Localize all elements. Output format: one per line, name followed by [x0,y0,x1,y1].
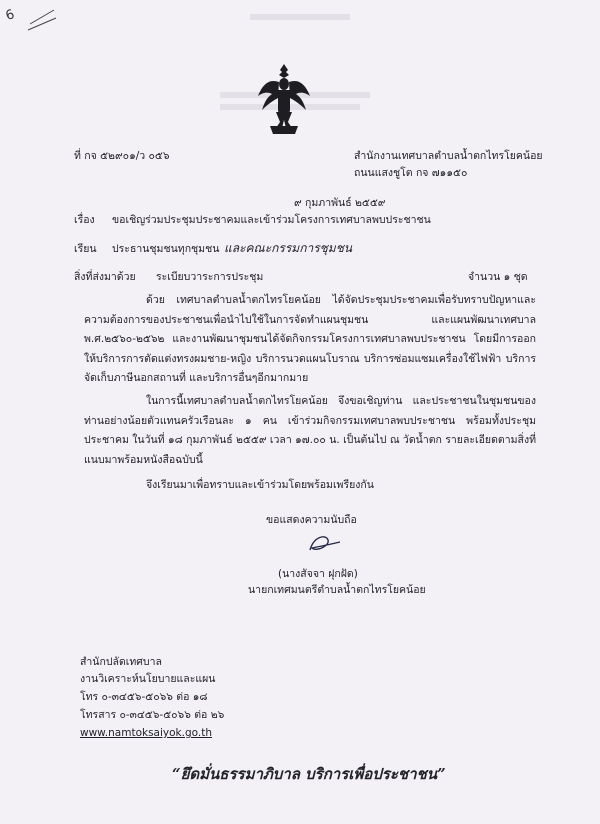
motto: “ยึดมั่นธรรมาภิบาล บริการเพื่อประชาชน” [172,765,446,783]
body-paragraph-1: ด้วย เทศบาลตำบลน้ำตกไทรโยคน้อย ได้จัดประชุมประชาคมเพื่อรับทราบปัญหาและความต้องการของประชาชนเพื่อนำไปใช้ในการจัดทำแผนชุมชน และแผนพัฒนาเทศบาล พ.ศ.๒๕๖๐-๒๕๖๒ และงานพัฒนาชุมชนได้จัดกิจกรรมโครงการเทศบาลพบประชาชน โดยมีการออกให้บริการการตัดแต่งทรงผมชาย-หญิง บริการนวดแผนโบราณ บริการซ่อมแซมเครื่องใช้ไฟฟ้า บริการจัดเก็บภาษีนอกสถานที่ และบริการอื่นๆอีกมากมาย [84,294,536,384]
garuda-emblem-icon [256,60,312,140]
footer-website-link[interactable]: www.namtoksaiyok.go.th [80,727,212,739]
signer-name: (นางสัจจา ฝุกฝัด) [278,568,358,580]
signer-position: นายกเทศมนตรีตำบลน้ำตกไทรโยคน้อย [248,584,426,596]
corner-mark: 6 [3,7,17,24]
bleed-through [250,14,350,20]
recipient-text: ประธานชุมชนทุกชุมชน [112,243,220,255]
body-paragraph-2: ในการนี้เทศบาลตำบลน้ำตกไทรโยคน้อย จึงขอเชิญท่าน และประชาชนในชุมชนของท่านอย่างน้อยตัวแทนครัวเรือนละ ๑ คน เข้าร่วมกิจกรรมเทศบาลพบประชาชน พร้อมทั้งประชุมประชาคม ในวันที่ ๑๘ กุมภาพันธ์ ๒๕๕๙ เวลา ๑๗.๐๐ น. เป็นต้นไป ณ วัดน้ำตก รายละเอียดตามสิ่งที่แนบมาพร้อมหนังสือฉบับนี้ [84,395,536,466]
signature-icon [304,530,344,558]
office-address: ถนนแสงชูโต กจ ๗๑๑๕๐ [354,167,468,179]
recipient-label: เรียน [74,243,97,255]
footer-telephone: โทร ๐-๓๔๕๖-๕๐๖๖ ต่อ ๑๘ [80,691,208,703]
attachment-quantity: จำนวน ๑ ชุด [468,271,528,283]
subject-text: ขอเชิญร่วมประชุมประชาคมและเข้าร่วมโครงการเทศบาลพบประชาชน [112,214,431,226]
attachment-label: สิ่งที่ส่งมาด้วย [74,271,136,283]
letter-date: ๙ กุมภาพันธ์ ๒๕๕๙ [294,197,386,209]
pen-strokes-icon [10,2,60,32]
footer-fax: โทรสาร ๐-๓๔๕๖-๕๐๖๖ ต่อ ๒๖ [80,709,225,721]
office-name: สำนักงานเทศบาลตำบลน้ำตกไทรโยคน้อย [354,150,543,162]
footer-department: สำนักปลัดเทศบาล [80,656,162,668]
document-number: ที่ กจ ๕๒๙๐๑/ว ๐๕๖ [74,150,170,162]
closing-phrase: ขอแสดงความนับถือ [266,514,357,526]
body-paragraph-3: จึงเรียนมาเพื่อทราบและเข้าร่วมโดยพร้อมเพรียงกัน [146,479,374,491]
subject-label: เรื่อง [74,214,95,226]
footer-section: งานวิเคราะห์นโยบายและแผน [80,673,216,685]
attachment-text: ระเบียบวาระการประชุม [156,271,264,283]
recipient-handwritten: และคณะกรรมการชุมชน [224,241,353,255]
